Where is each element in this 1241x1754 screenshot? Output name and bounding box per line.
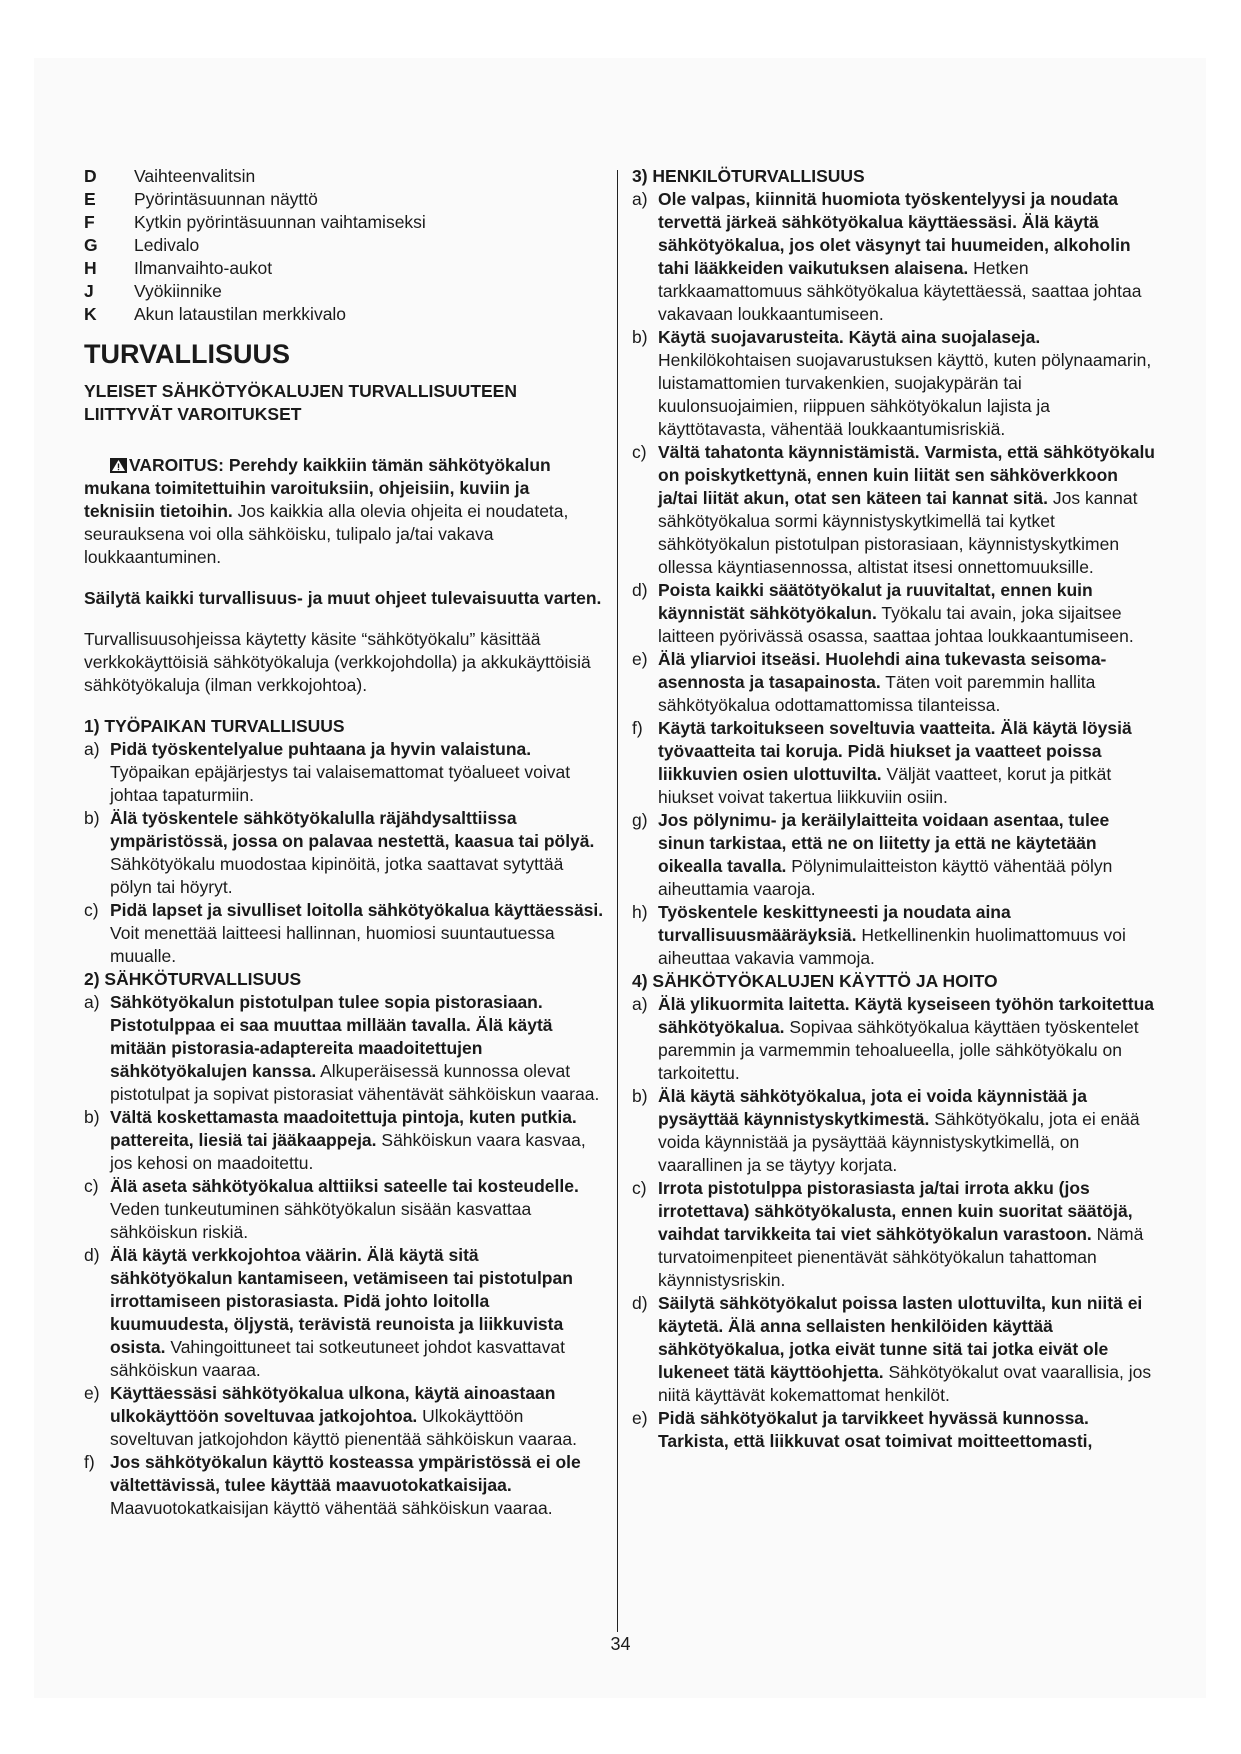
section-heading: 3) HENKILÖTURVALLISUUS (632, 166, 865, 186)
item-text: Sähkötyökalut ovat vaarallisia, jos niitä käyttävät kokemattomat henkilöt. (658, 1362, 1152, 1405)
keep-instructions (84, 587, 604, 610)
section-subtitle: YLEISET SÄHKÖTYÖKALUJEN TURVALLISUUTEEN LIITTYVÄT VAROITUKSET (84, 381, 517, 424)
item-label: c) (84, 900, 99, 920)
legend-letter: F (84, 212, 95, 232)
item-text: Jos kannat sähkötyökalua sormi käynnistyskytkimellä tai kytket sähkötyökalun pistotulpan pistorasiaan, käynnistyskytkimen ollessa käyntiasennossa, altistat itsesi onnettomuuksille. (658, 488, 1138, 577)
item-label: b) (84, 1107, 100, 1127)
list-item (632, 993, 1160, 1085)
item-text: Veden tunkeutuminen sähkötyökalun sisään kasvattaa sähköiskun riskiä. (110, 1199, 532, 1242)
legend-letter: H (84, 258, 97, 278)
section-3 (632, 165, 1160, 970)
list-item (632, 1292, 1160, 1407)
section-heading: 1) TYÖPAIKAN TURVALLISUUS (84, 716, 345, 736)
legend-letter: D (84, 166, 97, 186)
item-label: c) (632, 442, 647, 462)
legend-text: Pyörintäsuunnan näyttö (134, 189, 318, 209)
item-label: f) (632, 718, 643, 738)
item-label: c) (84, 1176, 99, 1196)
list-item (632, 717, 1160, 809)
list-item (84, 1382, 604, 1451)
legend-item (84, 257, 604, 280)
list-item (632, 1177, 1160, 1292)
parts-legend (84, 165, 604, 326)
item-label: g) (632, 810, 648, 830)
item-label: a) (632, 994, 648, 1014)
section-1 (84, 715, 604, 968)
item-bold: Jos pölynimu- ja keräilylaitteita voidaan asentaa, tulee sinun tarkistaa, että ne on liitetty ja että ne käytetään oikealla tavalla. (658, 810, 1110, 876)
legend-text: Akun lataustilan merkkivalo (134, 304, 347, 324)
item-text: Täten voit paremmin hallita sähkötyökalua odottamattomissa tilanteissa. (658, 672, 1096, 715)
section-heading: 2) SÄHKÖTURVALLISUUS (84, 969, 302, 989)
legend-text: Vyökiinnike (134, 281, 222, 301)
list-item (84, 899, 604, 968)
list-item (632, 188, 1160, 326)
item-text: Väljät vaatteet, korut ja pitkät hiukset voivat takertua liikkuviin osiin. (658, 764, 1112, 807)
legend-item (84, 234, 604, 257)
item-text: Työpaikan epäjärjestys tai valaisemattomat työalueet voivat johtaa tapaturmiin. (110, 762, 571, 805)
section-title: TURVALLISUUS (84, 339, 291, 369)
list-item (84, 1244, 604, 1382)
legend-item (84, 211, 604, 234)
legend-letter: K (84, 304, 97, 324)
list-item (632, 1085, 1160, 1177)
item-bold: Poista kaikki säätötyökalut ja ruuvitaltat, ennen kuin käynnistät sähkötyökalun. (658, 580, 1093, 623)
list-item (632, 809, 1160, 901)
item-label: b) (84, 808, 100, 828)
item-bold: Säilytä sähkötyökalut poissa lasten ulottuvilta, kun niitä ei käytetä. Älä anna sellaisten henkilöiden käyttää sähkötyökalua, jotka eivät tunne sitä tai jotka eivät ole lukeneet tätä käyttöohjetta. (658, 1293, 1143, 1382)
item-text: Hetkellinenkin huolimattomuus voi aiheuttaa vakavia vammoja. (658, 925, 1126, 968)
legend-letter: E (84, 189, 96, 209)
item-label: a) (632, 189, 648, 209)
list-item (632, 441, 1160, 579)
item-bold: Ole valpas, kiinnitä huomiota työskentelyysi ja noudata tervettä järkeä sähkötyökalua käyttäessäsi. Älä käytä sähkötyökalua, jos olet väsynyt tai huumeiden, alkoholin tahi lääkkeiden vaikutuksen alaisena. (658, 189, 1131, 278)
page-number: 34 (610, 1634, 631, 1654)
item-bold: Älä aseta sähkötyökalua alttiiksi sateelle tai kosteudelle. (110, 1176, 579, 1196)
item-bold: Älä ylikuormita laitetta. Käytä kyseiseen työhön tarkoitettua sähkötyökalua. (658, 994, 1154, 1037)
list-item (632, 901, 1160, 970)
item-text: Hetken tarkkaamattomuus sähkötyökalua käytettäessä, saattaa johtaa vakavaan loukkaantumiseen. (658, 258, 1142, 324)
item-label: e) (632, 1408, 648, 1428)
list-item (84, 1451, 604, 1520)
warning-bold: VAROITUS: Perehdy kaikkiin tämän sähkötyökalun mukana toimitettuihin varoituksiin, ohjeisiin, kuviin ja teknisiin tietoihin. (84, 455, 551, 521)
warning-text: Jos kaikkia alla olevia ohjeita ei noudateta, seurauksena voi olla sähköisku, tulipalo ja/tai vakava loukkaantuminen. (84, 501, 569, 567)
list-item (632, 579, 1160, 648)
item-text: Voit menettää laitteesi hallinnan, huomiosi suuntautuessa muualle. (110, 923, 555, 966)
list-item (84, 991, 604, 1106)
legend-letter: G (84, 235, 98, 255)
item-label: h) (632, 902, 648, 922)
column-divider (617, 170, 618, 1632)
item-text: Sähköiskun vaara kasvaa, jos kehosi on maadoitettu. (110, 1130, 586, 1173)
item-bold: Vältä tahatonta käynnistämistä. Varmista, että sähkötyökalu on poiskytkettynä, ennen kuin liität sen sähköverkkoon ja/tai liität akun, otat sen käteen tai kannat sitä. (658, 442, 1155, 508)
legend-item (84, 303, 604, 326)
list-item (84, 738, 604, 807)
item-bold: Irrota pistotulppa pistorasiasta ja/tai irrota akku (jos irrotettava) sähkötyökalusta, ennen kuin suoritat säätöjä, vaihdat tarvikkeita tai viet sähkötyökalun varastoon. (658, 1178, 1133, 1244)
item-bold: Työskentele keskittyneesti ja noudata aina turvallisuusmääräyksiä. (658, 902, 1011, 945)
legend-text: Vaihteenvalitsin (134, 166, 256, 186)
item-bold: Jos sähkötyökalun käyttö kosteassa ympäristössä ei ole vältettävissä, tulee käyttää maavuotokatkaisijaa. (110, 1452, 581, 1495)
definition-paragraph: Turvallisuusohjeissa käytetty käsite “sähkötyökalu” käsittää verkkokäyttöisiä sähkötyökaluja (verkkojohdolla) ja akkukäyttöisiä sähkötyökaluja (ilman verkkojohtoa). (84, 629, 591, 695)
section-4 (632, 970, 1160, 1453)
item-label: f) (84, 1452, 95, 1472)
warning-triangle-icon (110, 458, 127, 473)
item-label: d) (632, 1293, 648, 1313)
item-label: a) (84, 739, 100, 759)
item-text: Vahingoittuneet tai sotkeutuneet johdot kasvattavat sähköiskun vaaraa. (110, 1337, 565, 1380)
item-text: Työkalu tai avain, joka sijaitsee laitteen pyörivässä osassa, saattaa johtaa loukkaantumiseen. (658, 603, 1134, 646)
item-bold: Älä yliarvioi itseäsi. Huolehdi aina tukevasta seisoma-asennosta ja tasapainosta. (658, 649, 1107, 692)
item-text: Sähkötyökalu muodostaa kipinöitä, jotka saattavat sytyttää pölyn tai höyryt. (110, 854, 564, 897)
item-bold: Sähkötyökalun pistotulpan tulee sopia pistorasiaan. Pistotulppaa ei saa muuttaa millään tavalla. Älä käytä mitään pistorasia-adaptereita maadoitettujen sähkötyökalujen kanssa. (110, 992, 553, 1081)
item-text: Sähkötyökalu, jota ei enää voida käynnistää ja pysäyttää käynnistyskytkimellä, on vaarallinen ja se täytyy korjata. (658, 1109, 1140, 1175)
list-item (84, 1106, 604, 1175)
item-label: a) (84, 992, 100, 1012)
item-text: Alkuperäisessä kunnossa olevat pistotulpat ja sopivat pistorasiat vähentävät sähköiskun vaaraa. (110, 1061, 600, 1104)
item-bold: Älä työskentele sähkötyökalulla räjähdysalttiissa ympäristössä, jossa on palavaa nestettä, kaasua tai pölyä. (110, 808, 595, 851)
item-text: Pölynimulaitteiston käyttö vähentää pölyn aiheuttamia vaaroja. (658, 856, 1113, 899)
legend-item (84, 188, 604, 211)
item-label: b) (632, 1086, 648, 1106)
right-column (632, 165, 1160, 1453)
item-text: Sopivaa sähkötyökalua käyttäen työskentelet paremmin ja varmemmin tehoalueella, jolle sähkötyökalu on tarkoitettu. (658, 1017, 1139, 1083)
item-bold: Älä käytä verkkojohtoa väärin. Älä käytä sitä sähkötyökalun kantamiseen, vetämiseen tai pistotulpan irrottamiseen pistorasiasta. Pidä johto loitolla kuumuudesta, öljystä, terävistä reunoista ja liikkuvista osista. (110, 1245, 573, 1357)
item-label: d) (632, 580, 648, 600)
list-item (632, 1407, 1160, 1453)
section-2 (84, 968, 604, 1520)
item-label: e) (84, 1383, 100, 1403)
item-label: e) (632, 649, 648, 669)
item-label: d) (84, 1245, 100, 1265)
legend-text: Kytkin pyörintäsuunnan vaihtamiseksi (134, 212, 426, 232)
section-heading: 4) SÄHKÖTYÖKALUJEN KÄYTTÖ JA HOITO (632, 971, 998, 991)
item-bold: Käytä tarkoitukseen soveltuvia vaatteita. Älä käytä löysiä työvaatteita tai koruja. Pidä hiukset ja vaatteet poissa liikkuvien osien ulottuvilta. (658, 718, 1132, 784)
legend-text: Ilmanvaihto-aukot (134, 258, 273, 278)
item-bold: Älä käytä sähkötyökalua, jota ei voida käynnistää ja pysäyttää käynnistyskytkimestä. (658, 1086, 1087, 1129)
legend-text: Ledivalo (134, 235, 200, 255)
item-bold: Vältä koskettamasta maadoitettuja pintoja, kuten putkia. pattereita, liesiä tai jääkaappeja. (110, 1107, 577, 1150)
left-column (84, 165, 604, 1520)
list-item (84, 807, 604, 899)
item-label: c) (632, 1178, 647, 1198)
list-item (632, 648, 1160, 717)
item-text: Maavuotokatkaisijan käyttö vähentää sähköiskun vaaraa. (110, 1498, 553, 1518)
item-bold: Pidä sähkötyökalut ja tarvikkeet hyvässä kunnossa. Tarkista, että liikkuvat osat toimivat moitteettomasti, (658, 1408, 1093, 1451)
item-bold: Pidä lapset ja sivulliset loitolla sähkötyökalua käyttäessäsi. (110, 900, 604, 920)
item-bold: Käyttäessäsi sähkötyökalua ulkona, käytä ainoastaan ulkokäyttöön soveltuvaa jatkojohtoa. (110, 1383, 556, 1426)
item-text: Ulkokäyttöön soveltuvan jatkojohdon käyttö pienentää sähköiskun vaaraa. (110, 1406, 577, 1449)
list-item (632, 326, 1160, 441)
legend-item (84, 280, 604, 303)
legend-letter: J (84, 281, 94, 301)
item-bold: Käytä suojavarusteita. Käytä aina suojalaseja. (658, 327, 1041, 347)
keep-instructions-text: Säilytä kaikki turvallisuus- ja muut ohjeet tulevaisuutta varten. (84, 588, 602, 608)
item-text: Nämä turvatoimenpiteet pienentävät sähkötyökalun tahattoman käynnistysriskin. (658, 1224, 1144, 1290)
item-text: Henkilökohtaisen suojavarustuksen käyttö, kuten pölynaamarin, luistamattomien turvakenkien, suojakypärän tai kuulonsuojaimien, riippuen sähkötyökalun lajista ja käyttötavasta, vähentää loukkaantumisriskiä. (658, 350, 1152, 439)
item-label: b) (632, 327, 648, 347)
legend-item (84, 165, 604, 188)
item-bold: Pidä työskentelyalue puhtaana ja hyvin valaistuna. (110, 739, 532, 759)
list-item (84, 1175, 604, 1244)
warning-paragraph (84, 454, 604, 569)
